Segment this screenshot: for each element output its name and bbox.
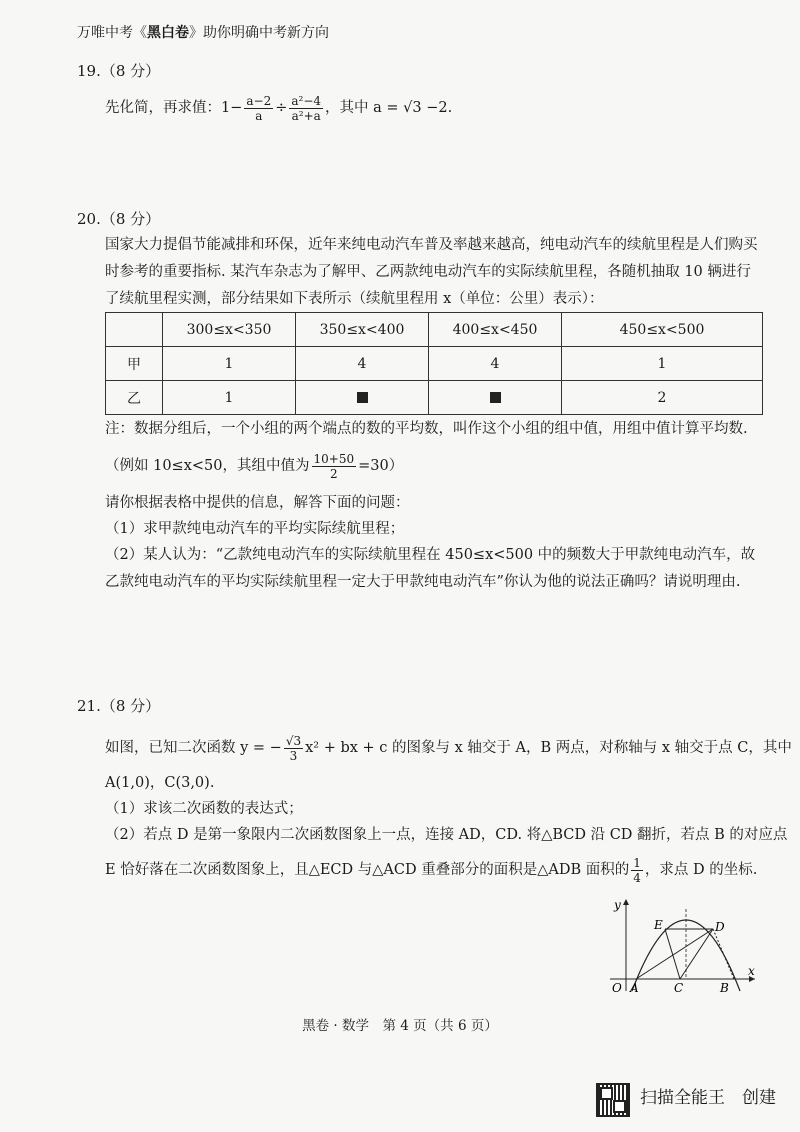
q21-part2b-frac-num: 1 — [633, 855, 641, 870]
q20-example-fraction — [312, 452, 357, 481]
segment-EC — [665, 929, 680, 979]
black-square-icon — [357, 392, 368, 403]
table-header-row — [106, 313, 763, 347]
black-square-icon — [490, 392, 501, 403]
q21-part2b — [105, 850, 757, 890]
table-cell: 4 — [429, 347, 562, 381]
scanner-watermark: 扫描全能王 创建 — [640, 1088, 776, 1108]
qr-code-icon — [596, 1083, 630, 1117]
q19-frac1-num: a−2 — [246, 93, 272, 108]
table-cell: 乙 — [106, 381, 163, 415]
header-brand: 黑白卷 — [147, 25, 189, 41]
table-cell-hidden — [429, 381, 562, 415]
q21-part2b-before: E 恰好落在二次函数图象上，且△ECD 与△ACD 重叠部分的面积是△ADB 面积的 — [105, 862, 630, 878]
q21-part1: （1）求该二次函数的表达式； — [105, 801, 303, 817]
q21-number: 21.（8 分） — [77, 697, 161, 715]
q20-part2: （2）某人认为：“乙款纯电动汽车的实际续航里程在 450≤x<500 中的频数大于甲款纯电动汽车，故乙款纯电动汽车的平均实际续航里程一定大于甲款纯电动汽车”你认为他的说法正确吗？请说明理由. — [105, 547, 756, 590]
table-row-jia — [106, 347, 763, 381]
table-header-cell: 300≤x<350 — [163, 313, 296, 347]
q19-fraction-2 — [289, 94, 323, 123]
q21-line1-frac-num: √3 — [285, 733, 302, 748]
segment-CD — [680, 929, 713, 979]
q21-part2a: （2）若点 D 是第一象限内二次函数图象上一点，连接 AD，CD. 将△BCD 沿 CD 翻折，若点 B 的对应点 — [105, 827, 788, 843]
header-prefix: 万唯中考《 — [77, 25, 147, 41]
q21-figure — [600, 895, 760, 995]
q20-example-den: 2 — [329, 466, 338, 481]
q21-line1-after: x² + bx + c 的图象与 x 轴交于 A，B 两点，对称轴与 x 轴交于点 C，其中 — [305, 740, 792, 756]
table-cell: 1 — [562, 347, 763, 381]
q19-fraction-1 — [244, 94, 273, 123]
q20-paragraph: 国家大力提倡节能减排和环保，近年来纯电动汽车普及率越来越高，纯电动汽车的续航里程是人们购买时参考的重要指标. 某汽车杂志为了解甲、乙两款纯电动汽车的实际续航里程，各随机抽取 10 辆进行了续航里程实测，部分结果如下表所示（续航里程用 x（单位：公里）表示）： — [105, 237, 758, 307]
q20-example-after: =30） — [358, 458, 404, 474]
label-A: A — [630, 981, 639, 995]
page-header — [77, 22, 329, 44]
q21-line1-fraction — [284, 734, 303, 763]
table-header-cell: 400≤x<450 — [429, 313, 562, 347]
q19-div-sign: ÷ — [275, 100, 288, 116]
table-header-cell: 350≤x<400 — [296, 313, 429, 347]
q20-note: 注：数据分组后，一个小组的两个端点的数的平均数，叫作这个小组的组中值，用组中值计算平均数. — [105, 421, 748, 437]
y-axis-arrow-icon — [623, 899, 629, 905]
q21-line1-before: 如图，已知二次函数 y = − — [105, 740, 282, 756]
table-cell: 2 — [562, 381, 763, 415]
table-header-cell — [106, 313, 163, 347]
q19-number: 19.（8 分） — [77, 62, 161, 80]
q20-number: 20.（8 分） — [77, 210, 161, 228]
q21-line1-frac-den: 3 — [289, 748, 298, 763]
table-row-yi — [106, 381, 763, 415]
label-C: C — [674, 981, 684, 995]
page-footer: 黑卷 · 数学 第 4 页（共 6 页） — [302, 1018, 498, 1034]
label-B: B — [720, 981, 729, 995]
q19-text — [105, 88, 452, 128]
q20-example-before: （例如 10≤x<50，其组中值为 — [105, 458, 310, 474]
table-cell-hidden — [296, 381, 429, 415]
q20-part1: （1）求甲款纯电动汽车的平均实际续航里程； — [105, 521, 405, 537]
table-header-cell: 450≤x<500 — [562, 313, 763, 347]
label-O: O — [612, 981, 622, 995]
q21-line1 — [105, 728, 792, 768]
label-D: D — [715, 920, 725, 934]
table-cell: 4 — [296, 347, 429, 381]
q19-text-after: ，其中 a = √3 −2. — [325, 100, 453, 116]
q19-frac2-den: a²+a — [291, 108, 321, 123]
q21-line2: A(1,0)，C(3,0). — [105, 775, 215, 791]
q20-table — [105, 312, 763, 415]
label-y: y — [614, 898, 621, 912]
header-suffix: 》助你明确中考新方向 — [189, 25, 329, 41]
table-cell: 1 — [163, 381, 296, 415]
table-cell: 甲 — [106, 347, 163, 381]
q19-frac1-den: a — [255, 108, 263, 123]
label-E: E — [654, 918, 663, 932]
label-x: x — [748, 964, 755, 978]
table-cell: 1 — [163, 347, 296, 381]
q21-part2b-frac-den: 4 — [633, 870, 641, 885]
q20-example-num: 10+50 — [313, 451, 355, 466]
q21-part2b-fraction — [631, 856, 643, 885]
segment-AD — [636, 929, 713, 979]
q20-prompt: 请你根据表格中提供的信息，解答下面的问题： — [105, 495, 410, 511]
q20-example — [105, 446, 403, 486]
q19-text-before: 先化简，再求值：1− — [105, 100, 243, 116]
q19-frac2-num: a²−4 — [291, 93, 322, 108]
q21-part2b-after: ，求点 D 的坐标. — [644, 862, 758, 878]
